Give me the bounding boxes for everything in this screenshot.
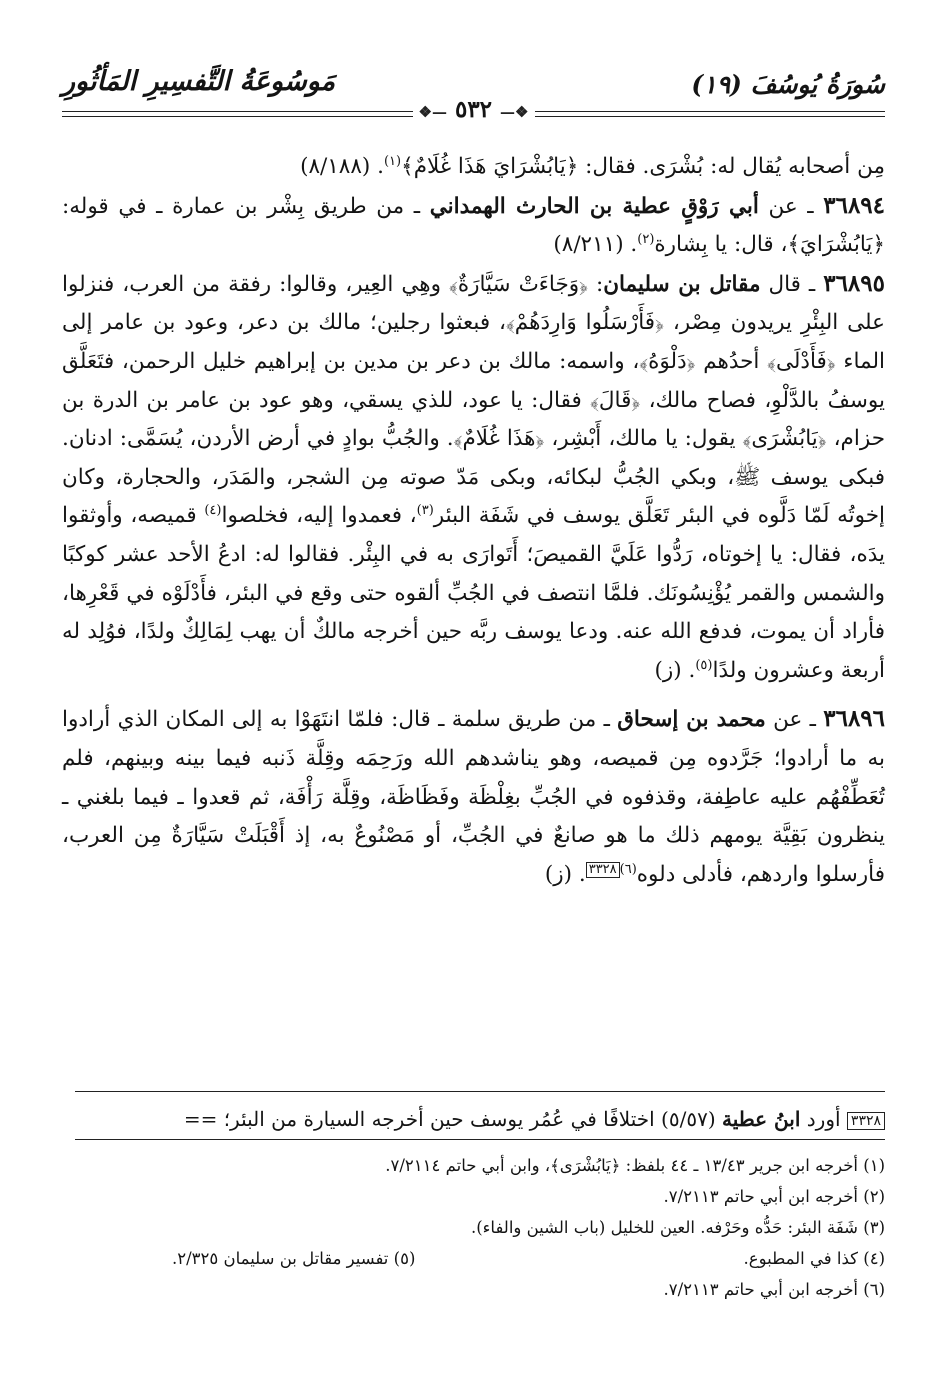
entry-36894 — [62, 187, 885, 265]
narrator-name: أبي رَوْقٍ عطية بن الحارث الهمداني — [429, 193, 759, 219]
entry-text: . (٨/١٨٨) — [300, 154, 384, 179]
entry-text: ـ عن — [765, 707, 824, 733]
page-number-block — [413, 96, 535, 123]
footnote-4: (٤) كذا في المطبوع. — [743, 1249, 885, 1268]
entry-text: ـ من طريق بِشْر بن عمارة ـ في قوله: ﴿يَابُشْرَايَ﴾، قال: يا بِشارة — [62, 193, 885, 258]
entry-text: . (٨/٢١١) — [553, 232, 638, 258]
entry-text: . (ز) — [654, 657, 696, 683]
footnote-ref[interactable]: (٤) — [204, 503, 222, 519]
commentary-note — [22, 1102, 885, 1136]
commentary-separator — [75, 1091, 885, 1092]
footnote-row — [62, 1243, 885, 1274]
entry-text: : ﴿وَجَاءَتْ سَيَّارَةٌ﴾ وهِي العِير، وقالوا: رفقة من العرب، فنزلوا على البِئْرِ يريدون مِصْر، ﴿فَأَرْسَلُوا وَارِدَهُمْ﴾، فبعثوا رجلين؛ مالك بن دعر، وعود بن عامر إلى الماء ﴿فَأَدْلَى﴾ أحدُهم ﴿دَلْوَهُ﴾، واسمه: مالك بن دعر بن مدين بن إبراهيم خليل الرحمن، فتَعَلَّق يوسفُ بالدَّلْوِ، فصاح مالك، ﴿قَالَ﴾ فقال: يا عود، للذي يسقي، وهو عود بن عامر بن الدرة بن حزام، ﴿يَابُشْرَى﴾ يقول: يا مالك، أَبْشِر، ﴿هَذَا غُلَامٌ﴾. والجُبُّ بوادٍ في أرض الأردن، يُسَمَّى: ادنان. فبكى يوسف ﷺ، وبكي الجُبُّ لبكائه، وبكى مَدّ صوته مِن الشجر، والمَدَر، والحجارة، وكان إخوتُه لَمّا دَلَّوه في البئر تَعَلَّق يوسف في شَفَة البئر — [62, 271, 885, 529]
footnotes — [62, 1150, 885, 1305]
ornament-icon: —❖ — [418, 103, 447, 121]
entry-text: مِن أصحابه يُقال له: بُشْرَى. فقال: ﴿يَابُشْرَايَ هَذَا غُلَامٌ﴾ — [401, 154, 885, 179]
surah-title: سُورَةُ يُوسُفَ (١٩) — [691, 70, 885, 99]
footnote-2: (٢) أخرجه ابن أبي حاتم ٧/٢١١٣. — [663, 1187, 885, 1206]
footnote-separator — [75, 1139, 885, 1140]
entry-36895 — [62, 265, 885, 691]
commentary-text: أورد — [800, 1107, 847, 1131]
footnote-ref[interactable]: (٥) — [695, 657, 713, 673]
entry-text: . (ز) — [544, 861, 586, 887]
footnote-ref[interactable]: (٢) — [637, 232, 655, 248]
page-number: ٥٣٢ — [454, 96, 493, 123]
entry-number: ٣٦٨٩٤ — [823, 191, 886, 219]
footnote-ref[interactable]: (٣) — [416, 503, 434, 519]
footnote-1: (١) أخرجه ابن جرير ١٣/٤٣ ـ ٤٤ بلفظ: ﴿يَابُشْرَى﴾، وابن أبي حاتم ٧/٢١١٤. — [385, 1156, 885, 1175]
narrator-name: محمد بن إسحاق — [617, 707, 766, 733]
commentary-ref-box[interactable]: ٣٣٢٨ — [586, 862, 620, 878]
entry-text: قميصه، وأوثقوا يدَه، فقال: يا إخوتاه، رَدُّوا عَلَيَّ القميصَ؛ أَتَوارَى به في البِئْر. فقالوا له: ادعُ الأحد عشر كوكبًا والشمس والقمر يُؤْنِسُونَك. فلمَّا انتصف في الجُبِّ ألقوه حتى وقع في البئر، فأَدْلَوْه في قَعْرِها، فأراد أن يموت، فدفع الله عنه. ودعا يوسف ربَّه حين أخرجه مالكٌ أن يهب لِمَالِكٌ ولدًا، فوُلِد له أربعة وعشرون ولدًا — [62, 503, 885, 683]
footnote-6: (٦) أخرجه ابن أبي حاتم ٧/٢١١٣. — [663, 1280, 885, 1299]
main-text — [62, 148, 885, 894]
entry-number: ٣٦٨٩٦ — [823, 705, 886, 733]
entry-36896 — [62, 700, 885, 894]
series-title: مَوسُوعَةُ التَّفسِيرِ المَأثُورِ — [62, 66, 336, 97]
ornament-icon: ❖— — [500, 103, 529, 121]
entry-text: ـ قال — [760, 271, 824, 297]
entry-text: ـ من طريق سلمة ـ قال: فلمّا انتَهَوْا به إلى المكان الذي أرادوا به ما أرادوا؛ جَرَّدوه مِن قميصه، وهو يناشدهم الله ورَحِمَه وقِلَّة ذَنبه فيما بينه وبينهم، فلم تُعَطِّفْهُم عليه عاطِفة، وقذفوه في الجُبِّ بغِلْظَة وفَظَاظَة، وقِلَّة رَأْفَة، ثم قعدوا ـ فيما بلغني ـ ينظرون بَقِيَّة يومهم ذلك ما هو صانعٌ في الجُبِّ، أو مَصْنُوعٌ به، إذ أَقْبَلَتْ سَيَّارَةٌ مِن العرب، فأرسلوا واردهم، فأدلى دلوه — [62, 707, 885, 887]
commentary-author: ابنُ عطية — [722, 1107, 801, 1131]
entry-continuation — [62, 148, 885, 187]
commentary-text: (٥/٥٧) اختلافًا في عُمُر يوسف حين أخرجه السيارة من البئر؛ == — [183, 1107, 722, 1131]
entry-text: ، فعمدوا إليه، فخلصوا — [221, 503, 417, 529]
entry-number: ٣٦٨٩٥ — [823, 269, 885, 297]
footnote-ref[interactable]: (٦) — [619, 861, 637, 877]
commentary-number-box: ٣٣٢٨ — [847, 1112, 885, 1130]
narrator-name: مقاتل بن سليمان — [603, 271, 761, 297]
page-header — [62, 62, 885, 132]
entry-text: ـ عن — [758, 193, 824, 219]
footnote-3: (٣) شَفَة البئر: حَدُّه وحَرْفه. العين للخليل (باب الشين والفاء). — [470, 1218, 885, 1237]
footnote-ref[interactable]: (١) — [383, 153, 402, 169]
footnote-5: (٥) تفسير مقاتل بن سليمان ٢/٣٢٥. — [172, 1249, 416, 1268]
